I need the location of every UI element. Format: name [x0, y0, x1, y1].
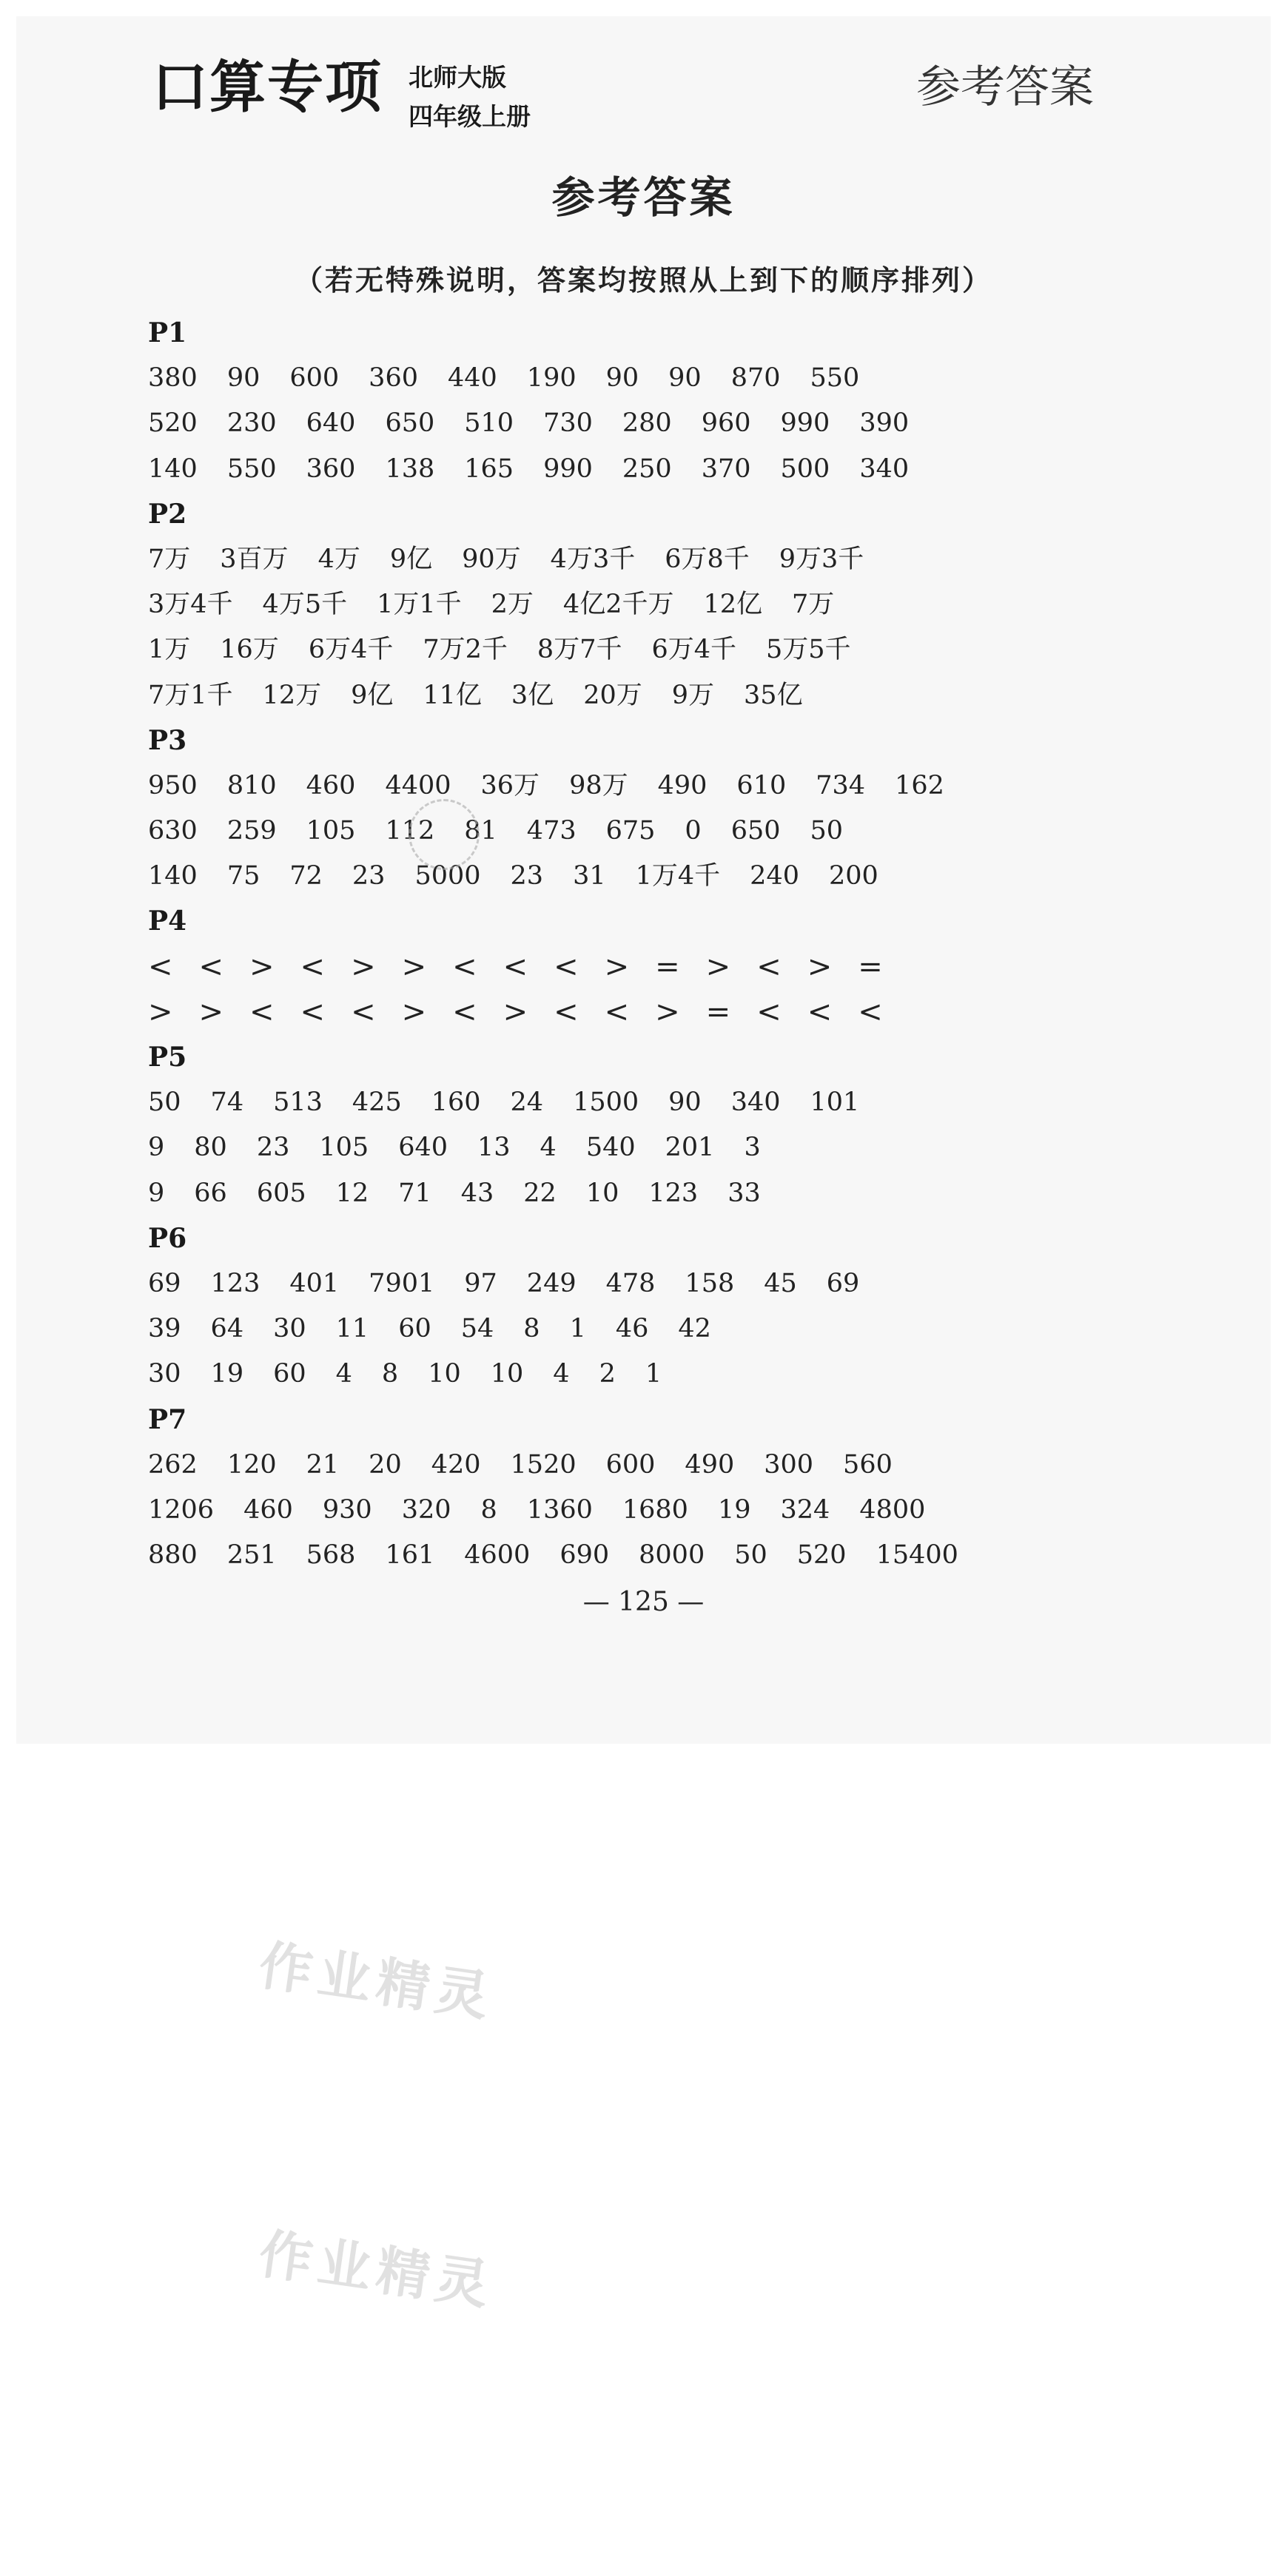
answer-row [148, 356, 1110, 401]
answer-item: 160 [431, 1088, 481, 1118]
answer-item: 98万 [569, 770, 628, 800]
answer-item: 3亿 [511, 680, 554, 710]
answer-item: 97 [464, 1268, 497, 1298]
answer-item: > [655, 994, 680, 1029]
answer-item: 520 [148, 408, 198, 439]
answer-item: 15400 [876, 1540, 958, 1571]
answer-item: 490 [657, 770, 708, 800]
answer-row [148, 1352, 1110, 1397]
answer-item: 9亿 [351, 680, 394, 710]
answer-item: 46 [615, 1314, 649, 1344]
answer-item: 9万3千 [779, 544, 864, 574]
answer-row [148, 763, 1110, 809]
answer-item: 33 [727, 1178, 761, 1208]
answer-item: 1万4千 [635, 861, 721, 891]
answer-item: 1500 [573, 1088, 639, 1118]
answer-item: 262 [148, 1449, 198, 1480]
answer-item: 1360 [526, 1494, 593, 1525]
section-label: P2 [148, 498, 187, 530]
answer-row [148, 582, 1110, 627]
answer-item: 650 [730, 816, 781, 846]
answer-item: 300 [764, 1449, 814, 1480]
answer-item: 520 [796, 1540, 847, 1571]
section-label: P5 [148, 1042, 187, 1073]
answer-item: 360 [369, 363, 418, 394]
answer-item: 240 [750, 861, 799, 891]
answer-item: 420 [431, 1449, 481, 1480]
answer-item: < [756, 994, 782, 1029]
answer-item: < [554, 949, 579, 984]
answer-item: 161 [385, 1540, 435, 1571]
answer-item: > [604, 949, 630, 984]
answer-item: < [198, 949, 224, 984]
answer-item: 9 [148, 1178, 165, 1208]
answer-item: 730 [543, 408, 593, 439]
watermark-stamp-icon [409, 799, 480, 870]
answer-item: 8 [381, 1359, 399, 1389]
answer-item: 7万 [148, 544, 191, 574]
answer-item: 39 [148, 1314, 181, 1344]
answer-item: 1 [645, 1359, 662, 1389]
answer-item: 500 [780, 454, 830, 484]
answer-item: 7901 [369, 1268, 435, 1298]
answer-item: 990 [780, 408, 830, 439]
answer-item: 10 [585, 1178, 619, 1208]
answer-item: 8 [480, 1494, 497, 1525]
answer-item: 950 [148, 770, 198, 800]
answer-item: 880 [148, 1540, 198, 1571]
answer-item: 190 [526, 363, 577, 394]
answer-item: 22 [523, 1178, 557, 1208]
answer-item: 4 [540, 1133, 557, 1163]
header-answer-label: 参考答案 [916, 61, 1094, 113]
answer-item: 4万 [317, 544, 360, 574]
answer-item: 31 [573, 861, 606, 891]
answer-item: 23 [256, 1133, 290, 1163]
answer-item: 90万 [462, 544, 521, 574]
answer-item: 50 [734, 1540, 767, 1571]
edition-label: 北师大版 [409, 63, 506, 92]
answer-item: 4万5千 [262, 590, 348, 620]
answer-item: 490 [685, 1449, 735, 1480]
answer-item: 60 [273, 1359, 306, 1389]
answer-row [148, 1080, 1110, 1125]
answer-item: 675 [605, 816, 656, 846]
answer-item: > [198, 994, 224, 1029]
answer-item: 1520 [510, 1449, 577, 1480]
answer-item: 1万1千 [377, 590, 462, 620]
answer-item: < [503, 949, 528, 984]
answer-item: 1 [569, 1314, 586, 1344]
answer-item: > [705, 949, 731, 984]
answer-item: 9亿 [389, 544, 433, 574]
answer-item: 13 [477, 1133, 511, 1163]
answer-row [148, 1125, 1110, 1170]
answer-item: 2万 [491, 590, 534, 620]
page-number: — 125 — [582, 1587, 705, 1617]
answer-item: < [807, 994, 833, 1029]
answer-item: 30 [148, 1359, 181, 1389]
answer-item: 630 [148, 816, 198, 846]
answer-item: 370 [701, 454, 751, 484]
answer-item: 2 [599, 1359, 616, 1389]
watermark-top: 作业精灵 [255, 1934, 499, 2029]
answer-item: < [858, 994, 883, 1029]
answer-item: 11 [335, 1314, 369, 1344]
answer-item: 30 [273, 1314, 306, 1344]
answer-item: 71 [398, 1178, 431, 1208]
answer-item: 66 [194, 1178, 227, 1208]
answer-item: 401 [289, 1268, 340, 1298]
answer-item: = [655, 949, 680, 984]
answer-item: 320 [401, 1494, 451, 1525]
answer-item: > [148, 994, 173, 1029]
section-label: P1 [148, 317, 187, 348]
answer-row [148, 673, 1110, 718]
answer-item: < [452, 949, 477, 984]
answer-item: 340 [859, 454, 910, 484]
answer-item: 4400 [385, 770, 451, 800]
answer-item: 21 [306, 1449, 340, 1480]
answer-item: 120 [226, 1449, 277, 1480]
answer-item: 4 [335, 1359, 352, 1389]
answer-item: 4800 [859, 1494, 926, 1525]
answer-item: 510 [464, 408, 514, 439]
answer-item: 250 [622, 454, 672, 484]
answer-item: 960 [701, 408, 751, 439]
answer-item: 200 [828, 861, 878, 891]
answer-item: < [604, 994, 630, 1029]
answer-item: < [756, 949, 782, 984]
section-label: P6 [148, 1222, 187, 1254]
answer-item: 640 [398, 1133, 448, 1163]
answer-item: 6万4千 [651, 635, 737, 665]
answer-item: 69 [826, 1268, 860, 1298]
answer-item: 201 [665, 1133, 715, 1163]
answer-item: 600 [289, 363, 340, 394]
answer-item: 7万 [792, 590, 835, 620]
answer-item: 90 [226, 363, 261, 394]
answer-item: 50 [810, 816, 844, 846]
answer-item: 90 [668, 363, 702, 394]
answer-item: 35亿 [744, 680, 803, 710]
answer-item: < [148, 949, 173, 984]
answer-row [148, 945, 1110, 990]
answer-item: 101 [810, 1088, 860, 1118]
answer-item: 7万2千 [423, 635, 508, 665]
answer-item: 230 [226, 408, 277, 439]
answer-row [148, 1533, 1110, 1578]
answer-item: 734 [816, 770, 866, 800]
answer-item: 8 [523, 1314, 540, 1344]
answer-item: 6万4千 [308, 635, 394, 665]
section-label: P4 [148, 906, 187, 937]
answer-item: 10 [428, 1359, 461, 1389]
answer-item: 105 [306, 816, 356, 846]
answer-item: 42 [678, 1314, 711, 1344]
answer-item: > [503, 994, 528, 1029]
answer-item: 550 [810, 363, 860, 394]
answer-row [148, 854, 1110, 899]
brand-subtitle [409, 58, 531, 136]
answer-item: 60 [398, 1314, 431, 1344]
answer-item: 990 [543, 454, 593, 484]
answer-content [148, 311, 1110, 1578]
answer-item: 4600 [464, 1540, 531, 1571]
answer-item: 4 [553, 1359, 570, 1389]
answer-item: 140 [148, 454, 198, 484]
answer-item: 11亿 [423, 680, 482, 710]
answer-item: 10 [490, 1359, 524, 1389]
answer-item: 16万 [220, 635, 279, 665]
answer-item: 90 [668, 1088, 702, 1118]
answer-item: 478 [605, 1268, 656, 1298]
answer-item: 162 [895, 770, 944, 800]
answer-item: 19 [717, 1494, 751, 1525]
answer-item: 1680 [622, 1494, 688, 1525]
answer-item: 140 [148, 861, 198, 891]
answer-item: 43 [460, 1178, 494, 1208]
answer-item: < [554, 994, 579, 1029]
answer-item: 112 [385, 816, 435, 846]
answer-item: 425 [352, 1088, 402, 1118]
answer-item: > [351, 949, 376, 984]
section-label: P7 [148, 1403, 187, 1435]
answer-row [148, 401, 1110, 446]
answer-item: 50 [148, 1088, 181, 1118]
answer-item: 158 [685, 1268, 735, 1298]
answer-item: 460 [306, 770, 356, 800]
answer-item: > [401, 994, 427, 1029]
answer-item: 54 [460, 1314, 494, 1344]
answer-row [148, 537, 1110, 582]
answer-row [148, 1261, 1110, 1306]
answer-item: > [249, 949, 275, 984]
answer-item: 80 [194, 1133, 227, 1163]
instruction-note: （若无特殊说明，答案均按照从上到下的顺序排列） [294, 263, 992, 297]
answer-item: 249 [526, 1268, 577, 1298]
answer-item: 600 [605, 1449, 656, 1480]
answer-item: 4万3千 [550, 544, 636, 574]
answer-item: 3万4千 [148, 590, 233, 620]
answer-item: > [807, 949, 833, 984]
answer-item: 64 [210, 1314, 244, 1344]
answer-item: 123 [210, 1268, 261, 1298]
answer-item: 560 [843, 1449, 893, 1480]
answer-item: < [249, 994, 275, 1029]
watermark-bottom: 作业精灵 [255, 2222, 499, 2317]
answer-item: 8万7千 [537, 635, 622, 665]
answer-item: 440 [447, 363, 497, 394]
answer-item: 930 [322, 1494, 372, 1525]
answer-item: 5000 [414, 861, 481, 891]
answer-item: 138 [385, 454, 435, 484]
answer-item: 36万 [480, 770, 540, 800]
answer-item: 460 [243, 1494, 293, 1525]
answer-item: 123 [648, 1178, 699, 1208]
answer-item: = [705, 994, 731, 1029]
answer-item: 1206 [148, 1494, 215, 1525]
answer-item: 5万5千 [766, 635, 851, 665]
answer-item: 610 [736, 770, 787, 800]
answer-item: 72 [289, 861, 323, 891]
answer-item: 20 [369, 1449, 402, 1480]
answer-item: 12 [335, 1178, 369, 1208]
answer-row [148, 1306, 1110, 1352]
answer-row [148, 1171, 1110, 1216]
answer-item: 23 [510, 861, 544, 891]
answer-item: 259 [226, 816, 277, 846]
answer-item: 12亿 [703, 590, 763, 620]
answer-item: 7万1千 [148, 680, 233, 710]
section-label: P3 [148, 724, 187, 756]
answer-item: 3百万 [220, 544, 289, 574]
answer-item: < [452, 994, 477, 1029]
answer-item: 280 [622, 408, 672, 439]
answer-item: = [858, 949, 883, 984]
answer-item: 9万 [671, 680, 715, 710]
answer-item: 390 [859, 408, 910, 439]
answer-item: 165 [464, 454, 514, 484]
answer-item: 8000 [639, 1540, 705, 1571]
answer-item: 690 [560, 1540, 610, 1571]
answer-item: 568 [306, 1540, 356, 1571]
answer-item: 19 [210, 1359, 244, 1389]
answer-row [148, 990, 1110, 1035]
answer-item: 1万 [148, 635, 191, 665]
answer-item: 75 [226, 861, 261, 891]
answer-item: 473 [526, 816, 577, 846]
answer-item: 9 [148, 1133, 165, 1163]
answer-item: 81 [464, 816, 497, 846]
answer-item: 20万 [583, 680, 642, 710]
page-title: 参考答案 [551, 172, 736, 223]
answer-row [148, 809, 1110, 854]
answer-item: < [300, 994, 326, 1029]
answer-item: 605 [256, 1178, 306, 1208]
answer-row [148, 627, 1110, 672]
answer-item: 3 [744, 1133, 761, 1163]
answer-item: 810 [226, 770, 277, 800]
brand-title: 口算专项 [152, 54, 383, 120]
answer-item: 251 [226, 1540, 277, 1571]
answer-item: 640 [306, 408, 356, 439]
answer-row [148, 1443, 1110, 1488]
answer-item: 870 [730, 363, 781, 394]
answer-item: 340 [730, 1088, 781, 1118]
answer-item: 69 [148, 1268, 181, 1298]
answer-item: 12万 [262, 680, 322, 710]
answer-item: 45 [764, 1268, 797, 1298]
answer-row [148, 447, 1110, 492]
grade-label: 四年级上册 [409, 102, 531, 131]
answer-row [148, 1488, 1110, 1533]
answer-item: < [351, 994, 376, 1029]
answer-item: 23 [352, 861, 386, 891]
answer-item: 513 [273, 1088, 323, 1118]
answer-item: 650 [385, 408, 435, 439]
answer-item: > [401, 949, 427, 984]
answer-item: 74 [210, 1088, 244, 1118]
answer-item: 324 [780, 1494, 830, 1525]
answer-item: 360 [306, 454, 356, 484]
answer-item: 90 [605, 363, 639, 394]
answer-item: 550 [226, 454, 277, 484]
answer-item: 0 [685, 816, 702, 846]
answer-item: 380 [148, 363, 198, 394]
answer-item: 24 [510, 1088, 544, 1118]
answer-item: < [300, 949, 326, 984]
answer-item: 105 [319, 1133, 369, 1163]
answer-item: 4亿2千万 [562, 590, 674, 620]
answer-item: 540 [585, 1133, 636, 1163]
answer-item: 6万8千 [665, 544, 750, 574]
